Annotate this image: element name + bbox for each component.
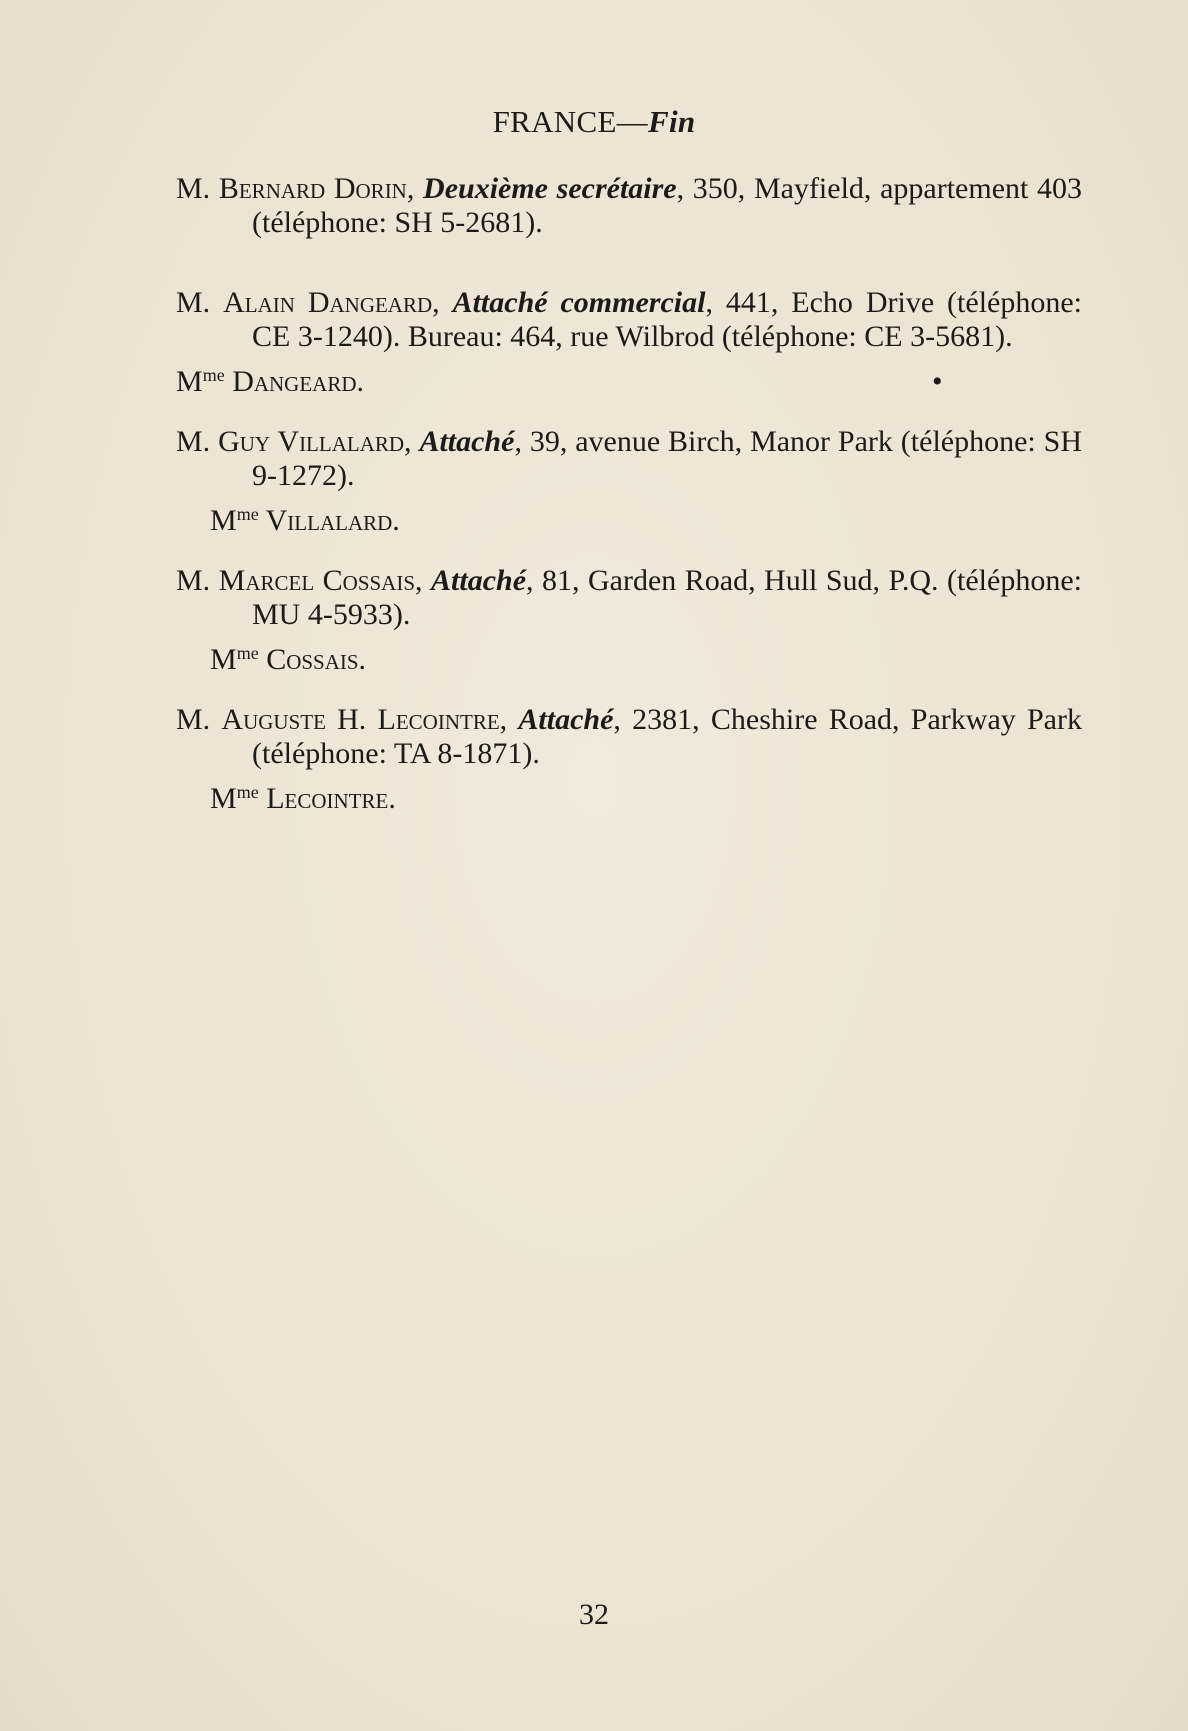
entry-details: , 81, Garden Road, Hull Sud, P.Q. (téléphone: MU 4-5933). (252, 564, 1082, 631)
entry-name: Guy Villalard (218, 425, 405, 458)
entry-name: Alain Dangeard (223, 286, 433, 319)
entry-name: Marcel Cossais (218, 564, 416, 597)
entry-cossais: M. Marcel Cossais, Attaché, 81, Garden Road, Hull Sud, P.Q. (téléphone: MU 4-5933). (176, 564, 1082, 631)
entry-title: Deuxième secrétaire (423, 172, 677, 205)
entry-name: Auguste H. Lecointre (221, 703, 500, 736)
spouse-dangeard: $M^{me}$ Dangeard. • (176, 365, 943, 398)
entry-name: Bernard Dorin (218, 172, 407, 205)
entry-dorin: M. Bernard Dorin, Deuxième secrétaire, 350, Mayfield, appartement 403 (téléphone: SH 5-2681). (176, 172, 1083, 239)
page-number: 32 (579, 1598, 609, 1631)
entry-dangeard: M. Alain Dangeard, Attaché commercial, 441, Echo Drive (téléphone: CE 3-1240). Bureau: 464, rue Wilbrod (téléphone: CE 3-5681). (176, 286, 1082, 353)
entry-details: , 39, avenue Birch, Manor Park (téléphone: SH 9-1272). (252, 425, 1082, 492)
header-country: FRANCE— (492, 104, 648, 139)
entry-villalard: M. Guy Villalard, Attaché, 39, avenue Birch, Manor Park (téléphone: SH 9-1272). (176, 425, 1082, 492)
entry-details: , 441, Echo Drive (téléphone: CE 3-1240). Bureau: 464, rue Wilbrod (téléphone: CE 3-5681). (252, 286, 1082, 353)
entry-title: Attaché (419, 425, 515, 458)
entry-title: Attaché (431, 564, 527, 597)
ink-mark: • (932, 365, 943, 398)
header-suffix: Fin (647, 104, 696, 139)
entry-title: Attaché (518, 703, 614, 736)
spouse-cossais: $M^{me}$ Cossais. (210, 643, 367, 676)
entry-details: , 350, Mayfield, appartement 403 (téléphone: SH 5-2681). (252, 172, 1083, 239)
entry-details: , 2381, Cheshire Road, Parkway Park (téléphone: TA 8-1871). (252, 703, 1082, 770)
spouse-lecointre: $M^{me}$ Lecointre. (210, 782, 396, 815)
spouse-villalard: $M^{me}$ Villalard. (210, 504, 400, 537)
diplomat-list (176, 172, 1082, 842)
page-header (0, 104, 1188, 140)
entry-lecointre: M. Auguste H. Lecointre, Attaché, 2381, Cheshire Road, Parkway Park (téléphone: TA 8-1871). (176, 703, 1082, 770)
entry-title: Attaché commercial (452, 286, 706, 319)
